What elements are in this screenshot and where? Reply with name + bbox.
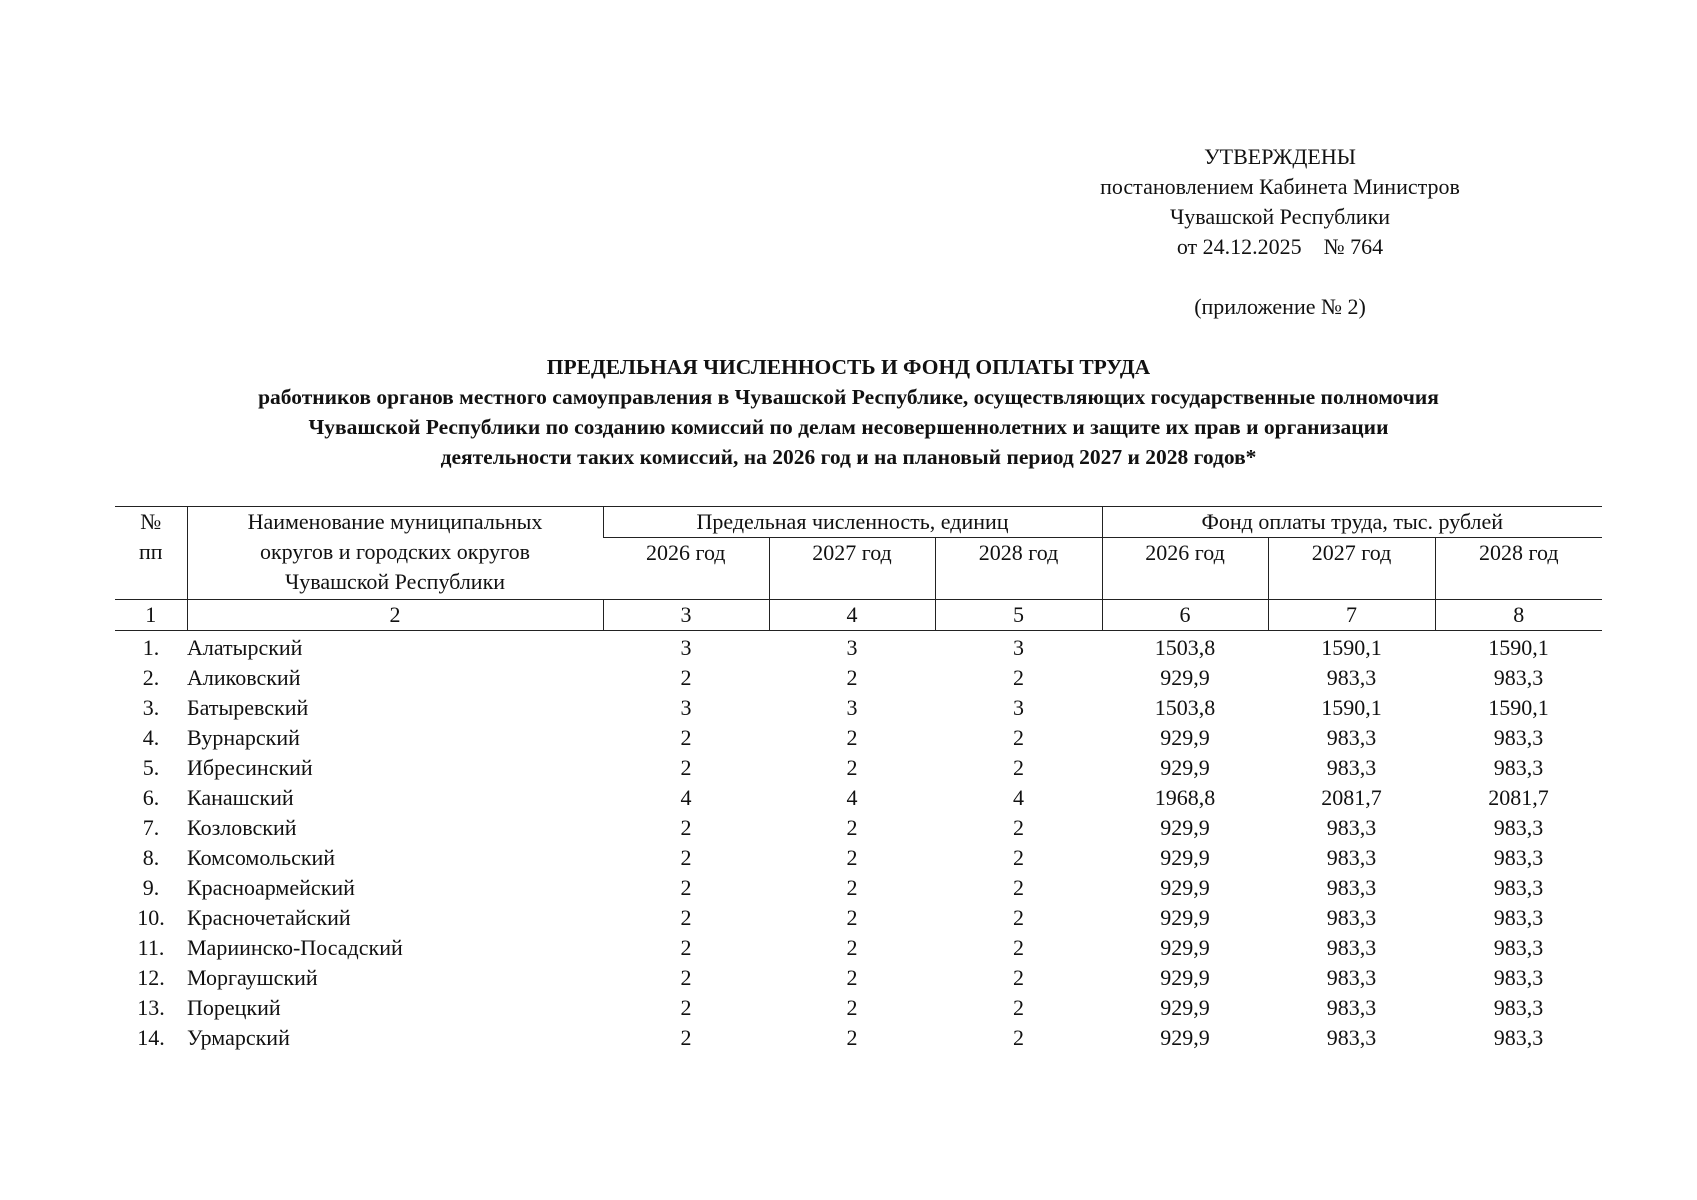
headcount-2027: 2 — [846, 725, 858, 750]
title-line-4: деятельности таких комиссий, на 2026 год и на плановый период 2027 и 2028 годов* — [440, 445, 1257, 469]
wage-fund-2026: 929,9 — [1160, 755, 1210, 780]
row-number: 14. — [137, 1025, 165, 1050]
headcount-2027: 2 — [846, 935, 858, 960]
wage-fund-2027: 983,3 — [1326, 665, 1377, 690]
limits-table — [115, 506, 1602, 1053]
table-row — [115, 873, 1602, 903]
approval-authority: Чувашской Республики — [1169, 204, 1391, 229]
wage-fund-2027: 983,3 — [1326, 935, 1377, 960]
table-row — [115, 693, 1602, 723]
headcount-2028: 4 — [1013, 785, 1025, 810]
row-number: 3. — [142, 695, 160, 720]
wage-fund-2027: 983,3 — [1326, 995, 1377, 1020]
col-header-headcount-2028: 2028 год — [935, 538, 1102, 600]
wage-fund-2028: 983,3 — [1493, 815, 1544, 840]
col-header-headcount-group: Предельная численность, единиц — [603, 507, 1102, 538]
headcount-2028: 2 — [1013, 755, 1025, 780]
headcount-2026: 2 — [680, 815, 692, 840]
municipality-name: Алатырский — [187, 635, 303, 660]
headcount-2026: 2 — [680, 935, 692, 960]
wage-fund-2027: 1590,1 — [1321, 635, 1382, 660]
col-header-headcount-2027: 2027 год — [769, 538, 935, 600]
headcount-2026: 2 — [680, 875, 692, 900]
headcount-2027: 2 — [846, 845, 858, 870]
municipality-name: Красноармейский — [187, 875, 355, 900]
wage-fund-2026: 1968,8 — [1154, 785, 1216, 810]
municipality-name: Мариинско-Посадский — [187, 935, 403, 960]
table-body — [115, 631, 1602, 1054]
wage-fund-2028: 983,3 — [1493, 845, 1544, 870]
column-number: 4 — [769, 600, 935, 631]
wage-fund-2028: 983,3 — [1493, 665, 1544, 690]
row-number: 13. — [137, 995, 165, 1020]
headcount-2027: 2 — [846, 815, 858, 840]
headcount-2026: 3 — [680, 635, 692, 660]
table-row — [115, 813, 1602, 843]
headcount-2028: 2 — [1013, 935, 1025, 960]
municipality-name: Урмарский — [187, 1025, 290, 1050]
col-header-name-text: Наименование муниципальных округов и городских округов Чувашской Республики — [247, 509, 543, 594]
column-number: 2 — [187, 600, 603, 631]
wage-fund-2027: 983,3 — [1326, 845, 1377, 870]
headcount-2028: 2 — [1013, 875, 1025, 900]
headcount-2028: 2 — [1013, 995, 1025, 1020]
headcount-2026: 2 — [680, 1025, 692, 1050]
headcount-2026: 2 — [680, 845, 692, 870]
wage-fund-2026: 929,9 — [1160, 1025, 1210, 1050]
headcount-2028: 2 — [1013, 905, 1025, 930]
column-number: 6 — [1102, 600, 1268, 631]
headcount-2027: 3 — [846, 695, 858, 720]
wage-fund-2027: 1590,1 — [1321, 695, 1382, 720]
approval-heading: УТВЕРЖДЕНЫ — [1204, 144, 1356, 169]
table-row — [115, 753, 1602, 783]
row-number: 7. — [142, 815, 160, 840]
headcount-2026: 2 — [680, 995, 692, 1020]
row-number: 4. — [142, 725, 160, 750]
wage-fund-2026: 1503,8 — [1154, 695, 1216, 720]
municipality-name: Вурнарский — [187, 725, 300, 750]
column-number: 3 — [603, 600, 769, 631]
col-header-fund-2026: 2026 год — [1102, 538, 1268, 600]
wage-fund-2028: 983,3 — [1493, 875, 1544, 900]
municipality-name: Козловский — [187, 815, 297, 840]
table-header — [115, 507, 1602, 631]
table-row — [115, 843, 1602, 873]
row-number: 8. — [142, 845, 160, 870]
wage-fund-2028: 2081,7 — [1488, 785, 1549, 810]
headcount-2026: 2 — [680, 965, 692, 990]
row-number: 12. — [137, 965, 165, 990]
municipality-name: Канашский — [187, 785, 294, 810]
table-row — [115, 723, 1602, 753]
appendix-label: (приложение № 2) — [1194, 294, 1366, 319]
table-row — [115, 933, 1602, 963]
wage-fund-2026: 929,9 — [1160, 935, 1210, 960]
wage-fund-2026: 929,9 — [1160, 665, 1210, 690]
wage-fund-2028: 983,3 — [1493, 935, 1544, 960]
col-header-fund-2027: 2027 год — [1268, 538, 1435, 600]
municipality-name: Батыревский — [187, 695, 309, 720]
headcount-2028: 2 — [1013, 665, 1025, 690]
headcount-2027: 2 — [846, 1025, 858, 1050]
column-number: 1 — [115, 600, 187, 631]
col-header-name — [187, 507, 603, 600]
table-row — [115, 783, 1602, 813]
row-number: 10. — [137, 905, 165, 930]
headcount-2027: 2 — [846, 665, 858, 690]
column-number-row — [115, 600, 1602, 631]
approval-decree: постановлением Кабинета Министров — [1100, 174, 1460, 199]
municipality-name: Красночетайский — [187, 905, 351, 930]
row-number: 5. — [142, 755, 160, 780]
wage-fund-2027: 2081,7 — [1321, 785, 1382, 810]
wage-fund-2028: 983,3 — [1493, 1025, 1544, 1050]
wage-fund-2028: 983,3 — [1493, 725, 1544, 750]
wage-fund-2026: 929,9 — [1160, 965, 1210, 990]
headcount-2027: 2 — [846, 875, 858, 900]
column-number: 5 — [935, 600, 1102, 631]
column-number: 7 — [1268, 600, 1435, 631]
headcount-2028: 3 — [1013, 695, 1025, 720]
row-number: 11. — [137, 935, 165, 960]
wage-fund-2026: 929,9 — [1160, 725, 1210, 750]
municipality-name: Порецкий — [187, 995, 281, 1020]
municipality-name: Комсомольский — [187, 845, 336, 870]
col-header-number-line1: № — [140, 509, 162, 534]
headcount-2028: 2 — [1013, 965, 1025, 990]
title-line-2: работников органов местного самоуправления в Чувашской Республике, осуществляющих государственные полномочия — [258, 385, 1439, 409]
table-row — [115, 993, 1602, 1023]
wage-fund-2027: 983,3 — [1326, 1025, 1377, 1050]
wage-fund-2028: 983,3 — [1493, 755, 1544, 780]
wage-fund-2028: 983,3 — [1493, 905, 1544, 930]
table-row — [115, 1023, 1602, 1053]
table-row — [115, 963, 1602, 993]
municipality-name: Моргаушский — [187, 965, 318, 990]
col-header-number-line2: пп — [138, 539, 163, 564]
row-number: 2. — [142, 665, 160, 690]
headcount-2026: 2 — [680, 755, 692, 780]
wage-fund-2028: 983,3 — [1493, 995, 1544, 1020]
col-header-fund-2028: 2028 год — [1435, 538, 1602, 600]
wage-fund-2026: 929,9 — [1160, 845, 1210, 870]
headcount-2026: 4 — [680, 785, 692, 810]
headcount-2028: 3 — [1013, 635, 1025, 660]
headcount-2027: 2 — [846, 965, 858, 990]
wage-fund-2028: 1590,1 — [1488, 635, 1549, 660]
wage-fund-2027: 983,3 — [1326, 875, 1377, 900]
wage-fund-2027: 983,3 — [1326, 755, 1377, 780]
wage-fund-2027: 983,3 — [1326, 815, 1377, 840]
row-number: 1. — [142, 635, 160, 660]
approval-spacer — [1050, 262, 1510, 292]
headcount-2028: 2 — [1013, 845, 1025, 870]
headcount-2026: 2 — [680, 905, 692, 930]
table-row — [115, 663, 1602, 693]
row-number: 9. — [142, 875, 160, 900]
headcount-2027: 3 — [846, 635, 858, 660]
municipality-name: Ибресинский — [187, 755, 313, 780]
headcount-2026: 3 — [680, 695, 692, 720]
wage-fund-2026: 1503,8 — [1154, 635, 1216, 660]
headcount-2027: 2 — [846, 995, 858, 1020]
headcount-2027: 4 — [846, 785, 858, 810]
wage-fund-2026: 929,9 — [1160, 995, 1210, 1020]
headcount-2026: 2 — [680, 725, 692, 750]
wage-fund-2028: 983,3 — [1493, 965, 1544, 990]
table-row — [115, 903, 1602, 933]
col-header-fund-group: Фонд оплаты труда, тыс. рублей — [1102, 507, 1602, 538]
wage-fund-2026: 929,9 — [1160, 815, 1210, 840]
table-row — [115, 631, 1602, 664]
wage-fund-2027: 983,3 — [1326, 905, 1377, 930]
approval-stamp — [1050, 142, 1510, 322]
approval-date-number: от 24.12.2025 № 764 — [1176, 234, 1384, 259]
document-title — [40, 352, 1657, 472]
title-line-3: Чувашской Республики по созданию комиссий по делам несовершеннолетних и защите их прав и организации — [308, 415, 1389, 439]
wage-fund-2026: 929,9 — [1160, 905, 1210, 930]
title-line-1: ПРЕДЕЛЬНАЯ ЧИСЛЕННОСТЬ И ФОНД ОПЛАТЫ ТРУДА — [546, 355, 1151, 379]
headcount-2027: 2 — [846, 905, 858, 930]
column-number: 8 — [1435, 600, 1602, 631]
headcount-2027: 2 — [846, 755, 858, 780]
wage-fund-2026: 929,9 — [1160, 875, 1210, 900]
headcount-2028: 2 — [1013, 725, 1025, 750]
row-number: 6. — [142, 785, 160, 810]
headcount-2028: 2 — [1013, 815, 1025, 840]
headcount-2026: 2 — [680, 665, 692, 690]
col-header-headcount-2026: 2026 год — [603, 538, 769, 600]
municipality-name: Аликовский — [187, 665, 301, 690]
wage-fund-2028: 1590,1 — [1488, 695, 1549, 720]
col-header-number — [115, 507, 187, 600]
wage-fund-2027: 983,3 — [1326, 965, 1377, 990]
headcount-2028: 2 — [1013, 1025, 1025, 1050]
wage-fund-2027: 983,3 — [1326, 725, 1377, 750]
